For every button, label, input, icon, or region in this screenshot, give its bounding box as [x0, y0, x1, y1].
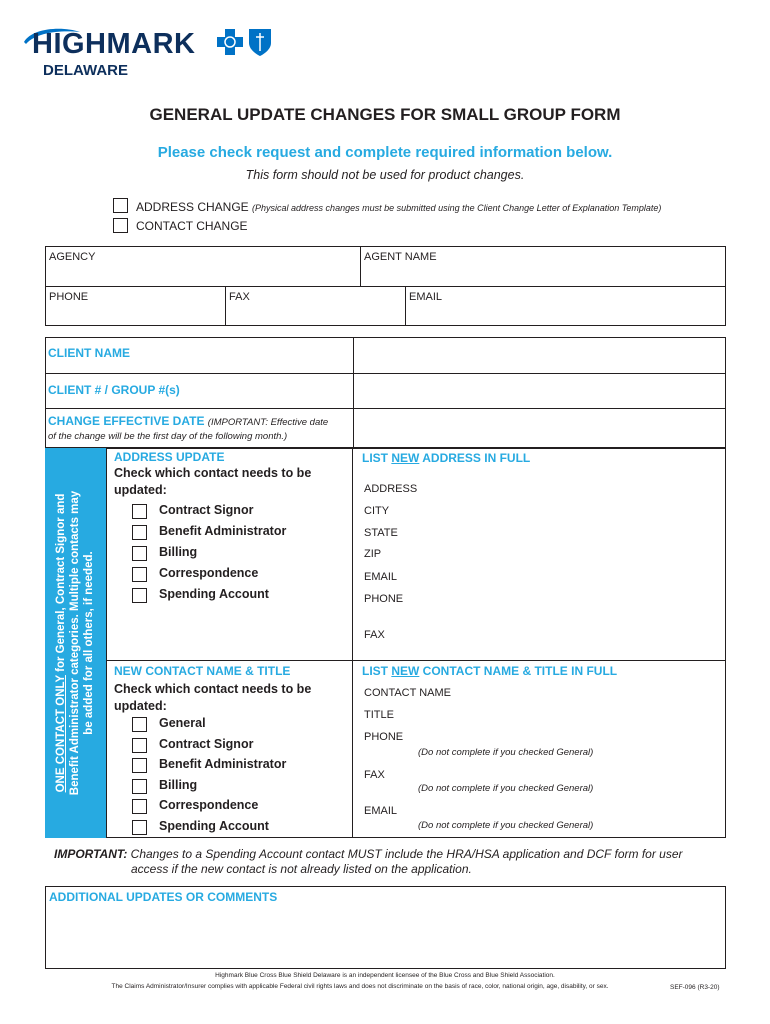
new-address-field[interactable]: STATE — [364, 527, 398, 539]
list-new-address-new: NEW — [391, 451, 420, 465]
new-contact-instruction: Check which contact needs to be updated: — [114, 682, 312, 713]
effective-date-note-2: of the change will be the first day of the following month.) — [48, 431, 288, 442]
list-new-contact-post: CONTACT NAME & TITLE IN FULL — [419, 664, 618, 678]
list-new-address-post: ADDRESS IN FULL — [419, 451, 531, 465]
list-new-contact-new: NEW — [391, 664, 420, 678]
divider — [225, 286, 226, 326]
address-option-checkbox[interactable] — [132, 546, 147, 561]
divider — [352, 448, 353, 838]
address-option-label: Spending Account — [159, 587, 269, 601]
new-contact-field[interactable]: CONTACT NAME — [364, 687, 451, 699]
address-change-label — [136, 200, 661, 214]
do-not-complete-note-email: (Do not complete if you checked General) — [418, 820, 594, 831]
important-label: IMPORTANT: — [54, 847, 128, 861]
list-new-address-heading — [362, 451, 530, 465]
client-group-label: CLIENT # / GROUP #(s) — [48, 383, 180, 397]
side-note-line-3: be added for all others, if needed. — [83, 551, 95, 735]
client-name-input[interactable] — [355, 339, 724, 372]
divider — [45, 286, 726, 287]
effective-date-note: (IMPORTANT: Effective date — [207, 417, 329, 428]
address-change-note: (Physical address changes must be submitted using the Client Change Letter of Explanation Template) — [252, 203, 662, 213]
side-note — [54, 448, 96, 838]
form-title: GENERAL UPDATE CHANGES FOR SMALL GROUP FORM — [149, 105, 621, 124]
important-note — [54, 847, 724, 862]
address-update-heading: ADDRESS UPDATE — [114, 450, 225, 464]
client-name-label: CLIENT NAME — [48, 346, 130, 360]
contact-option-checkbox[interactable] — [132, 738, 147, 753]
effective-date-input[interactable] — [355, 410, 724, 447]
contact-option-checkbox[interactable] — [132, 779, 147, 794]
list-new-address-pre: LIST — [362, 451, 392, 465]
address-option-label: Benefit Administrator — [159, 524, 287, 538]
new-contact-heading: NEW CONTACT NAME & TITLE — [114, 664, 291, 678]
contact-option-checkbox[interactable] — [132, 758, 147, 773]
form-code: SEF-096 (R3-20) — [670, 984, 720, 991]
list-new-contact-pre: LIST — [362, 664, 392, 678]
divider — [360, 246, 361, 286]
contact-option-checkbox[interactable] — [132, 820, 147, 835]
address-option-checkbox[interactable] — [132, 525, 147, 540]
address-option-checkbox[interactable] — [132, 567, 147, 582]
highmark-logo — [22, 22, 282, 82]
comments-heading: ADDITIONAL UPDATES OR COMMENTS — [49, 890, 278, 904]
effective-date-text: CHANGE EFFECTIVE DATE — [48, 414, 205, 428]
important-line-2: access if the new contact is not already listed on the application. — [131, 862, 472, 876]
fax-field[interactable]: FAX — [229, 291, 250, 303]
divider — [45, 408, 726, 409]
divider — [106, 660, 726, 661]
side-note-line-2: Benefit Administrator categories. Multiple contacts may — [69, 490, 81, 796]
side-note-line-1 — [54, 448, 68, 838]
new-contact-field[interactable]: EMAIL — [364, 805, 398, 817]
do-not-complete-note-phone: (Do not complete if you checked General) — [418, 747, 594, 758]
phone-field[interactable]: PHONE — [49, 291, 89, 303]
blue-shield-icon — [247, 27, 273, 57]
side-note-line-1-rest: for General, Contract Signor and — [55, 493, 67, 676]
brand-name: HIGHMARK — [32, 28, 196, 60]
divider — [405, 286, 406, 326]
divider — [353, 337, 354, 448]
agency-field[interactable]: AGENCY — [49, 251, 96, 263]
footer-line-2: The Claims Administrator/Insurer complies with applicable Federal civil rights laws and does not discriminate on the basis of race, color, national origin, age, disability, or sex. — [111, 983, 609, 990]
side-note-emphasis: ONE CONTACT ONLY — [55, 675, 67, 793]
new-contact-field[interactable]: PHONE — [364, 731, 404, 743]
list-new-contact-heading — [362, 664, 617, 678]
do-not-complete-note-fax: (Do not complete if you checked General) — [418, 783, 594, 794]
address-option-label: Correspondence — [159, 566, 259, 580]
contact-option-label: Benefit Administrator — [159, 757, 287, 771]
address-change-text: ADDRESS CHANGE — [136, 200, 249, 214]
new-address-field[interactable]: PHONE — [364, 593, 404, 605]
agent-name-field[interactable]: AGENT NAME — [364, 251, 437, 263]
address-option-label: Billing — [159, 545, 198, 559]
effective-date-label — [48, 414, 328, 428]
contact-change-label: CONTACT CHANGE — [136, 219, 248, 233]
important-line-1: Changes to a Spending Account contact MUST include the HRA/HSA application and DCF form for user — [130, 847, 683, 861]
contact-option-label: General — [159, 716, 206, 730]
contact-option-checkbox[interactable] — [132, 717, 147, 732]
form-subtitle: Please check request and complete required information below. — [157, 144, 613, 161]
divider — [45, 373, 726, 374]
new-address-field[interactable]: EMAIL — [364, 571, 398, 583]
contact-option-checkbox[interactable] — [132, 799, 147, 814]
address-update-instruction: Check which contact needs to be updated: — [114, 466, 312, 497]
blue-cross-icon — [216, 28, 244, 56]
new-contact-field[interactable]: FAX — [364, 769, 385, 781]
contact-option-label: Correspondence — [159, 798, 259, 812]
new-address-field[interactable]: FAX — [364, 629, 385, 641]
contact-option-label: Contract Signor — [159, 736, 254, 751]
new-address-field[interactable]: CITY — [364, 505, 390, 517]
new-address-field[interactable]: ZIP — [364, 548, 382, 560]
footer-line-1: Highmark Blue Cross Blue Shield Delaware is an independent licensee of the Blue Cross and Blue Shield Association. — [215, 972, 555, 979]
client-group-input[interactable] — [355, 375, 724, 407]
contact-change-checkbox[interactable] — [113, 218, 128, 233]
address-option-checkbox[interactable] — [132, 504, 147, 519]
email-field[interactable]: EMAIL — [409, 291, 443, 303]
form-note: This form should not be used for product changes. — [245, 168, 525, 182]
new-contact-field[interactable]: TITLE — [364, 709, 394, 721]
contact-option-label: Billing — [159, 777, 198, 792]
address-option-label: Contract Signor — [159, 503, 254, 517]
brand-region: DELAWARE — [43, 62, 129, 79]
new-address-field[interactable]: ADDRESS — [364, 483, 418, 495]
contact-option-label: Spending Account — [159, 818, 269, 833]
address-change-checkbox[interactable] — [113, 198, 128, 213]
address-option-checkbox[interactable] — [132, 588, 147, 603]
